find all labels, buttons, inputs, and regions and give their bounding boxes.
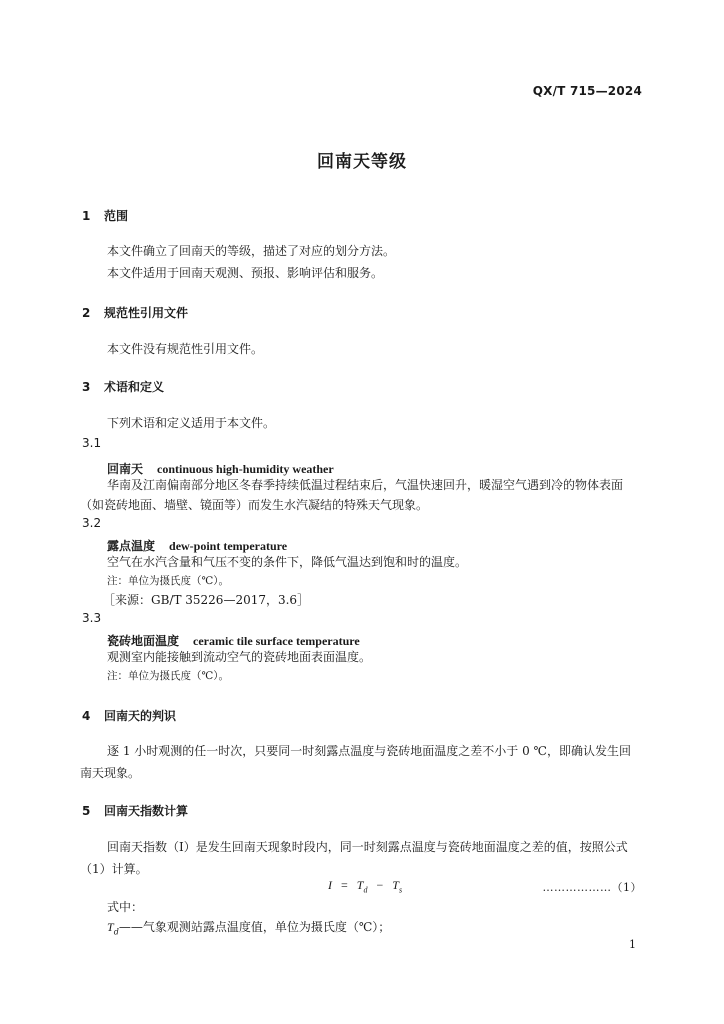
section-2-heading xyxy=(82,304,188,321)
note: 注：单位为摄氏度（℃）。 xyxy=(107,575,229,587)
term-english: continuous high-humidity weather xyxy=(157,462,334,476)
variable-symbol: T xyxy=(107,920,114,934)
formula-number: ………………（1） xyxy=(542,881,642,894)
formula-minus: − xyxy=(376,878,384,892)
standard-code: QX/T 715—2024 xyxy=(532,84,642,98)
formula-term-dew: T xyxy=(356,878,364,892)
term-definition: 空气在水汽含量和气压不变的条件下，降低气温达到饱和时的温度。 xyxy=(107,555,468,569)
section-number: 2 xyxy=(82,306,91,320)
formula-term-surface: T xyxy=(392,878,399,892)
source-reference: ［来源：GB/T 35226—2017，3.6］ xyxy=(103,593,310,607)
section-3-heading xyxy=(82,378,164,395)
paragraph: 本文件适用于回南天观测、预报、影响评估和服务。 xyxy=(107,266,384,280)
page-number: 1 xyxy=(629,938,636,951)
term-definition: 观测室内能接触到流动空气的瓷砖地面表面温度。 xyxy=(107,650,372,664)
section-title: 回南天指数计算 xyxy=(104,804,189,818)
paragraph: 本文件没有规范性引用文件。 xyxy=(107,342,264,356)
clause-number: 3.3 xyxy=(82,611,102,625)
paragraph: 本文件确立了回南天的等级，描述了对应的划分方法。 xyxy=(107,244,396,258)
section-number: 5 xyxy=(82,804,91,818)
term-chinese: 露点温度 xyxy=(107,539,156,553)
section-number: 3 xyxy=(82,380,91,394)
paragraph: 下列术语和定义适用于本文件。 xyxy=(107,416,276,430)
document-title: 回南天等级 xyxy=(317,152,407,172)
formula-subscript: d xyxy=(363,885,368,895)
section-4-heading xyxy=(82,707,176,724)
paragraph: 回南天指数（I）是发生回南天现象时段内，同一时刻露点温度与瓷砖地面温度之差的值，按照公式 xyxy=(107,840,628,854)
section-number: 4 xyxy=(82,709,91,723)
formula-subscript: s xyxy=(398,885,403,895)
paragraph: 南天现象。 xyxy=(80,766,141,780)
term-entry xyxy=(107,630,360,649)
formula-lhs: I xyxy=(328,878,332,892)
term-entry xyxy=(107,535,287,554)
variable-subscript: d xyxy=(113,927,119,937)
section-title: 规范性引用文件 xyxy=(104,306,189,320)
section-title: 术语和定义 xyxy=(104,380,165,394)
variable-description: ——气象观测站露点温度值，单位为摄氏度（℃）； xyxy=(118,920,391,934)
paragraph: 逐 1 小时观测的任一时次，只要同一时刻露点温度与瓷砖地面温度之差不小于 0 ℃，即确认发生回 xyxy=(107,744,631,758)
section-title: 范围 xyxy=(104,209,129,223)
section-number: 1 xyxy=(82,209,91,223)
section-1-heading xyxy=(82,207,128,224)
clause-number: 3.1 xyxy=(82,436,102,450)
term-definition: 华南及江南偏南部分地区冬春季持续低温过程结束后，气温快速回升，暖湿空气遇到冷的物体表面 xyxy=(107,478,624,492)
where-label: 式中： xyxy=(107,900,144,914)
term-english: dew-point temperature xyxy=(169,539,288,553)
formula xyxy=(328,878,402,894)
clause-number: 3.2 xyxy=(82,516,102,530)
term-entry xyxy=(107,458,334,477)
paragraph: （1）计算。 xyxy=(80,862,148,876)
section-5-heading xyxy=(82,802,188,819)
term-chinese: 回南天 xyxy=(107,462,144,476)
term-english: ceramic tile surface temperature xyxy=(193,634,360,648)
term-definition: （如瓷砖地面、墙壁、镜面等）而发生水汽凝结的特殊天气现象。 xyxy=(80,498,429,512)
variable-definition xyxy=(107,918,390,936)
note: 注：单位为摄氏度（℃）。 xyxy=(107,670,229,682)
section-title: 回南天的判识 xyxy=(104,709,177,723)
term-chinese: 瓷砖地面温度 xyxy=(107,634,180,648)
formula-equals: = xyxy=(341,878,348,892)
